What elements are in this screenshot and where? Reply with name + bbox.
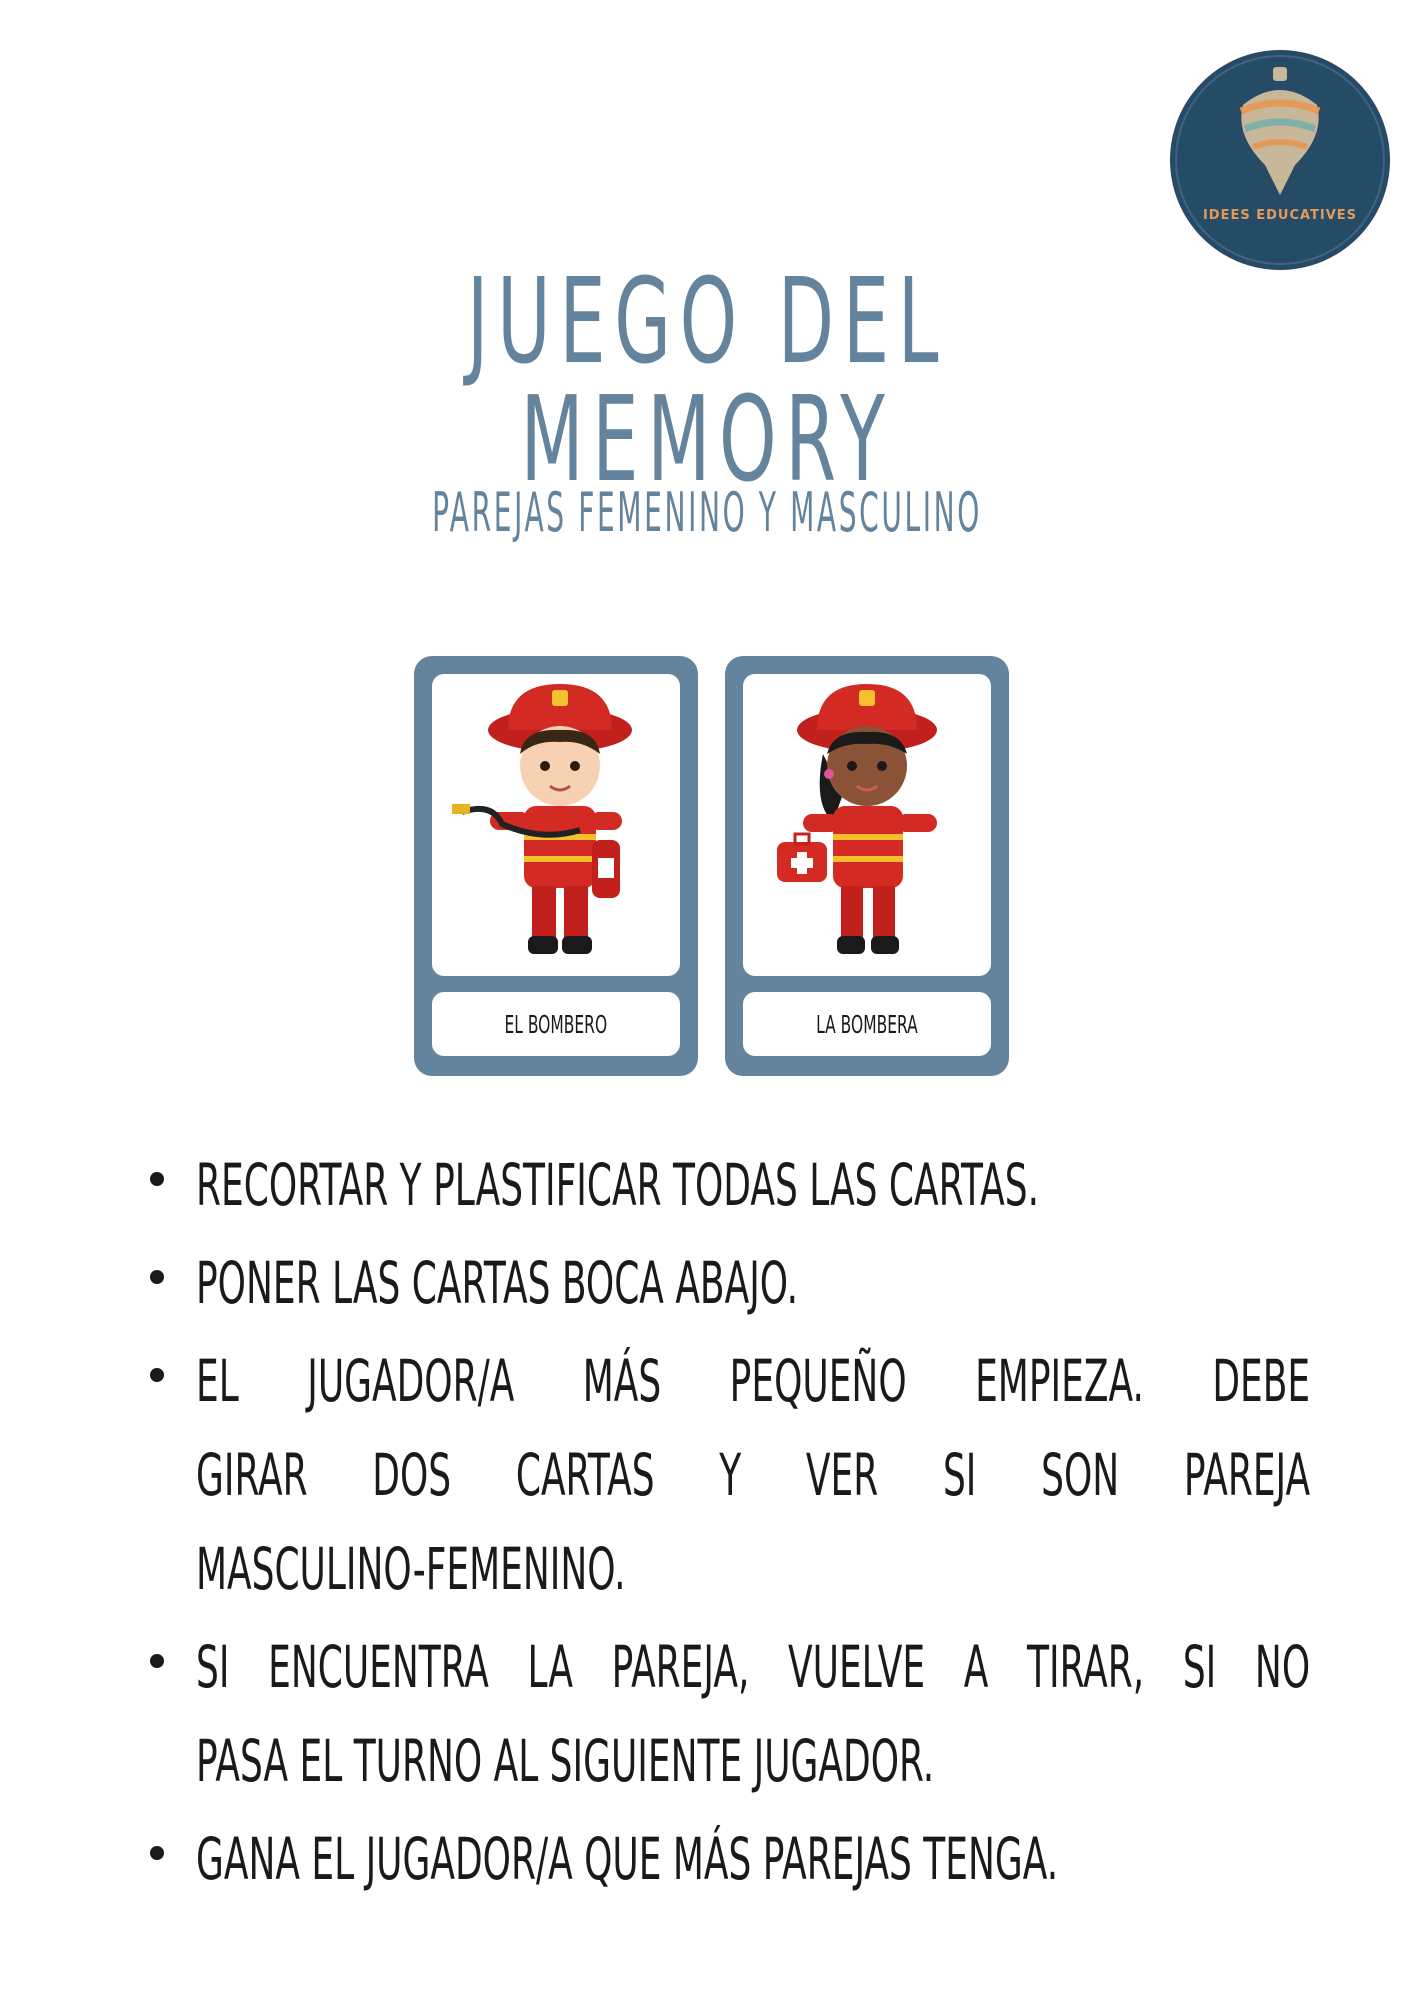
- example-card-la-bombera: [725, 656, 1009, 1076]
- rule-text: RECORTAR Y PLASTIFICAR TODAS LAS CARTAS.: [196, 1151, 1040, 1219]
- logo-text: IDEES EDUCATIVES: [1202, 208, 1358, 223]
- list-item: [150, 1334, 1310, 1616]
- girl-firefighter-icon: [743, 674, 991, 976]
- list-item: [150, 1620, 1310, 1808]
- list-item: [150, 1138, 1310, 1232]
- card-picture: [432, 674, 680, 976]
- card-label: EL BOMBERO: [504, 1009, 608, 1039]
- instructions-list: [150, 1138, 1310, 1910]
- bullet-icon: [150, 1846, 164, 1860]
- bullet-icon: [150, 1654, 164, 1668]
- idees-educatives-logo: [1165, 45, 1395, 275]
- bullet-icon: [150, 1368, 164, 1382]
- page-subtitle: PAREJAS FEMENINO Y MASCULINO: [432, 481, 982, 544]
- rule-text: MASCULINO-FEMENINO.: [196, 1535, 626, 1603]
- card-label-box: [743, 992, 991, 1056]
- example-card-el-bombero: [414, 656, 698, 1076]
- bullet-icon: [150, 1270, 164, 1284]
- card-label-box: [432, 992, 680, 1056]
- list-item: [150, 1812, 1310, 1906]
- card-label: LA BOMBERA: [816, 1009, 918, 1039]
- boy-firefighter-icon: [432, 674, 680, 976]
- card-picture: [743, 674, 991, 976]
- bullet-icon: [150, 1172, 164, 1186]
- rule-text: PONER LAS CARTAS BOCA ABAJO.: [196, 1249, 799, 1317]
- page-title: JUEGO DEL MEMORY: [466, 252, 948, 508]
- rule-text: GIRAR DOS CARTAS Y VER SI SON PAREJA: [196, 1441, 1311, 1509]
- rule-text: EL JUGADOR/A MÁS PEQUEÑO EMPIEZA. DEBE: [196, 1347, 1311, 1415]
- list-item: [150, 1236, 1310, 1330]
- rule-text: PASA EL TURNO AL SIGUIENTE JUGADOR.: [196, 1727, 935, 1795]
- rule-text: SI ENCUENTRA LA PAREJA, VUELVE A TIRAR, SI NO: [196, 1633, 1311, 1701]
- rule-text: GANA EL JUGADOR/A QUE MÁS PAREJAS TENGA.: [196, 1825, 1059, 1893]
